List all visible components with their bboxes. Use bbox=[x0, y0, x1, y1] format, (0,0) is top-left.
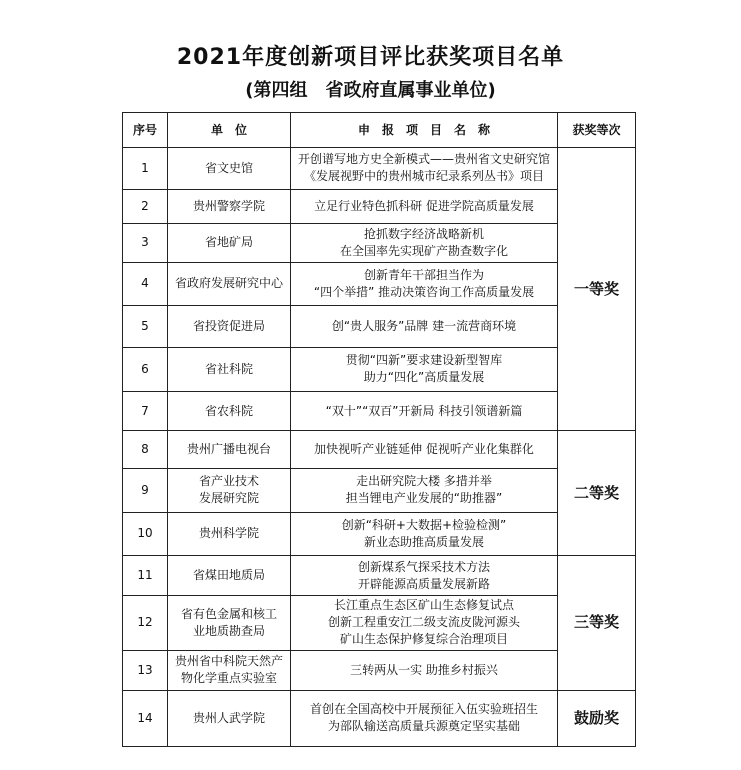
project-line: 贯彻“四新”要求建设新型智库 bbox=[345, 353, 503, 368]
row-unit bbox=[168, 224, 291, 263]
project-line: “双十”“双百”开新局 科技引领谱新篇 bbox=[325, 403, 523, 418]
project-line: 创新工程重安江二级支流皮陇河源头 bbox=[327, 615, 520, 630]
row-unit bbox=[168, 189, 291, 223]
unit-line: 省文史馆 bbox=[204, 160, 253, 175]
table-header-row bbox=[123, 113, 636, 148]
project-line: 加快视听产业链延伸 促视听产业化集群化 bbox=[314, 442, 534, 457]
row-project bbox=[291, 690, 558, 746]
unit-line: 省农科院 bbox=[204, 403, 253, 418]
project-line: 创新煤系气探采技术方法 bbox=[357, 559, 490, 574]
project-line: 长江重点生态区矿山生态修复试点 bbox=[333, 598, 514, 613]
row-project bbox=[291, 189, 558, 223]
row-unit bbox=[168, 431, 291, 469]
row-unit bbox=[168, 690, 291, 746]
project-line: “四个举措” 推动决策咨询工作高质量发展 bbox=[313, 284, 535, 299]
row-number: 13 bbox=[123, 651, 168, 691]
row-project bbox=[291, 262, 558, 306]
row-number: 5 bbox=[123, 306, 168, 348]
row-project bbox=[291, 595, 558, 650]
row-unit bbox=[168, 391, 291, 431]
unit-line: 贵州省中科院天然产 bbox=[174, 654, 283, 669]
table-row bbox=[123, 690, 636, 746]
project-line: 首创在全国高校中开展预征入伍实验班招生 bbox=[309, 702, 538, 717]
row-unit bbox=[168, 306, 291, 348]
project-line: 《发展视野中的贵州城市纪录系列丛书》项目 bbox=[303, 169, 544, 184]
row-project bbox=[291, 512, 558, 556]
unit-line: 省产业技术 bbox=[198, 474, 259, 489]
row-unit bbox=[168, 262, 291, 306]
row-project bbox=[291, 556, 558, 596]
row-number: 12 bbox=[123, 595, 168, 650]
unit-line: 贵州人武学院 bbox=[192, 710, 265, 725]
row-project bbox=[291, 347, 558, 391]
project-line: 走出研究院大楼 多措并举 bbox=[356, 474, 492, 489]
header-level: 获奖等次 bbox=[558, 113, 636, 148]
prize-level: 三等奖 bbox=[558, 556, 636, 690]
row-unit bbox=[168, 556, 291, 596]
row-number: 3 bbox=[123, 224, 168, 263]
award-table bbox=[122, 112, 636, 747]
project-line: 抢抓数字经济战略新机 bbox=[363, 226, 484, 241]
row-project bbox=[291, 224, 558, 263]
row-unit bbox=[168, 148, 291, 190]
document-title: 2021年度创新项目评比获奖项目名单 bbox=[176, 45, 565, 70]
row-project bbox=[291, 148, 558, 190]
unit-line: 省投资促进局 bbox=[192, 319, 265, 334]
project-line: 创新青年干部担当作为 bbox=[363, 267, 484, 282]
row-project bbox=[291, 651, 558, 691]
project-line: 在全国率先实现矿产勘查数字化 bbox=[339, 243, 508, 258]
prize-level: 鼓励奖 bbox=[558, 690, 636, 746]
unit-line: 贵州警察学院 bbox=[192, 198, 265, 213]
header-unit: 单 位 bbox=[168, 113, 291, 148]
row-project bbox=[291, 306, 558, 348]
unit-line: 省社科院 bbox=[204, 361, 253, 376]
row-unit bbox=[168, 595, 291, 650]
project-line: 创新“科研+大数据+检验检测” bbox=[341, 517, 507, 532]
table-row bbox=[123, 148, 636, 190]
unit-line: 业地质勘查局 bbox=[192, 623, 265, 638]
project-line: 助力“四化”高质量发展 bbox=[363, 370, 485, 385]
table-row bbox=[123, 431, 636, 469]
row-project bbox=[291, 431, 558, 469]
project-line: 新业态助推高质量发展 bbox=[363, 534, 484, 549]
row-number: 4 bbox=[123, 262, 168, 306]
unit-line: 贵州科学院 bbox=[198, 526, 259, 541]
project-line: 担当锂电产业发展的“助推器” bbox=[345, 491, 503, 506]
row-number: 7 bbox=[123, 391, 168, 431]
unit-line: 省政府发展研究中心 bbox=[174, 276, 283, 291]
row-project bbox=[291, 468, 558, 512]
table-body bbox=[123, 148, 636, 747]
row-number: 9 bbox=[123, 468, 168, 512]
row-number: 1 bbox=[123, 148, 168, 190]
project-line: 创“贵人服务”品牌 建一流营商环境 bbox=[331, 319, 517, 334]
project-line: 开创谱写地方史全新模式——贵州省文史研究馆 bbox=[297, 152, 550, 167]
row-number: 14 bbox=[123, 690, 168, 746]
document-subtitle: (第四组 省政府直属事业单位) bbox=[245, 80, 496, 101]
row-number: 8 bbox=[123, 431, 168, 469]
unit-line: 省地矿局 bbox=[204, 235, 253, 250]
header-no: 序号 bbox=[123, 113, 168, 148]
row-unit bbox=[168, 347, 291, 391]
row-number: 10 bbox=[123, 512, 168, 556]
unit-line: 发展研究院 bbox=[198, 491, 259, 506]
row-number: 6 bbox=[123, 347, 168, 391]
row-unit bbox=[168, 468, 291, 512]
unit-line: 省有色金属和核工 bbox=[180, 606, 277, 621]
project-line: 三转两从一实 助推乡村振兴 bbox=[350, 662, 498, 677]
unit-line: 物化学重点实验室 bbox=[180, 671, 277, 686]
table-row bbox=[123, 556, 636, 596]
prize-level: 二等奖 bbox=[558, 431, 636, 556]
row-number: 2 bbox=[123, 189, 168, 223]
row-number: 11 bbox=[123, 556, 168, 596]
header-project: 申 报 项 目 名 称 bbox=[291, 113, 558, 148]
project-line: 开辟能源高质量发展新路 bbox=[357, 576, 490, 591]
row-project bbox=[291, 391, 558, 431]
row-unit bbox=[168, 512, 291, 556]
project-line: 立足行业特色抓科研 促进学院高质量发展 bbox=[314, 198, 534, 213]
project-line: 矿山生态保护修复综合治理项目 bbox=[339, 632, 508, 647]
unit-line: 贵州广播电视台 bbox=[186, 442, 271, 457]
project-line: 为部队输送高质量兵源奠定坚实基础 bbox=[327, 719, 520, 734]
unit-line: 省煤田地质局 bbox=[192, 568, 265, 583]
row-unit bbox=[168, 651, 291, 691]
prize-level: 一等奖 bbox=[558, 148, 636, 431]
